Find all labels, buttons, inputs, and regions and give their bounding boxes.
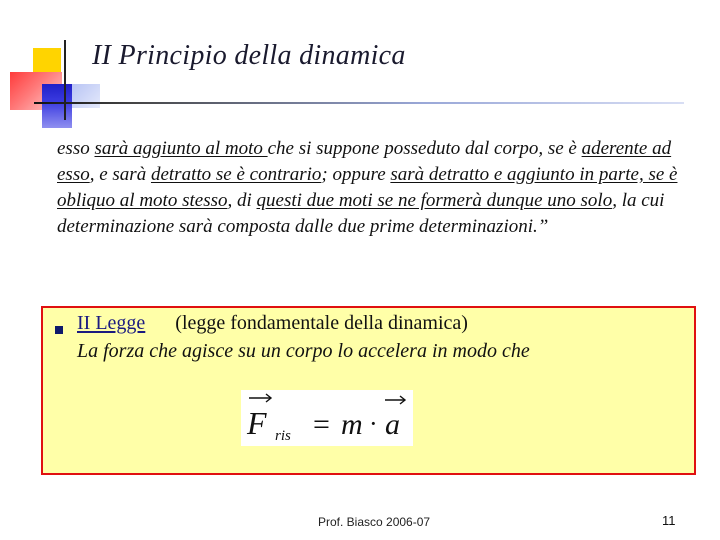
force-subscript: ris xyxy=(275,428,291,444)
equals-sign: = xyxy=(313,408,330,441)
paragraph-underlined-text: detratto se è contrario xyxy=(150,164,322,185)
paragraph-underlined-text: sarà aggiunto al moto xyxy=(94,138,268,159)
law-heading xyxy=(77,312,468,335)
title-vertical-rule xyxy=(64,40,66,120)
title-horizontal-rule xyxy=(34,102,684,104)
law-statement: La forza che agisce su un corpo lo accelera in modo che xyxy=(77,340,530,362)
mass-symbol: m xyxy=(341,408,363,441)
paragraph-text: , la cui determinazione sarà composta dalle due prime determinazioni.” xyxy=(57,190,665,237)
logo-lightblue-square xyxy=(72,84,100,108)
newton-formula xyxy=(241,390,413,446)
force-symbol: F xyxy=(247,405,267,441)
dot-operator: · xyxy=(369,409,378,438)
square-bullet-icon xyxy=(55,326,63,334)
page-number: 11 xyxy=(662,513,676,528)
paragraph-text: esso xyxy=(57,138,95,159)
law-heading-subtitle: (legge fondamentale della dinamica) xyxy=(175,312,468,334)
paragraph-text: ; oppure xyxy=(321,164,391,185)
footer-author: Prof. Biasco 2006-07 xyxy=(318,515,431,529)
paragraph-underlined-text: aderente ad esso xyxy=(57,138,672,185)
paragraph-underlined-text: sarà detratto e aggiunto in parte, se è obliquo al moto stesso xyxy=(57,164,678,211)
logo-blue-square xyxy=(42,84,72,128)
page-title: II Principio della dinamica xyxy=(92,40,406,71)
paragraph-text: , e sarà xyxy=(89,164,151,185)
paragraph-underlined-text: questi due moti se ne formerà dunque uno solo xyxy=(256,190,613,211)
acceleration-symbol: a xyxy=(385,408,400,441)
formula-graphic xyxy=(241,390,413,446)
second-law-link[interactable]: II Legge xyxy=(77,312,146,334)
second-law-box xyxy=(41,306,696,475)
paragraph-text: , di xyxy=(227,190,257,211)
body-paragraph xyxy=(57,136,697,240)
paragraph-text: che si suppone posseduto dal corpo, se è xyxy=(267,138,582,159)
